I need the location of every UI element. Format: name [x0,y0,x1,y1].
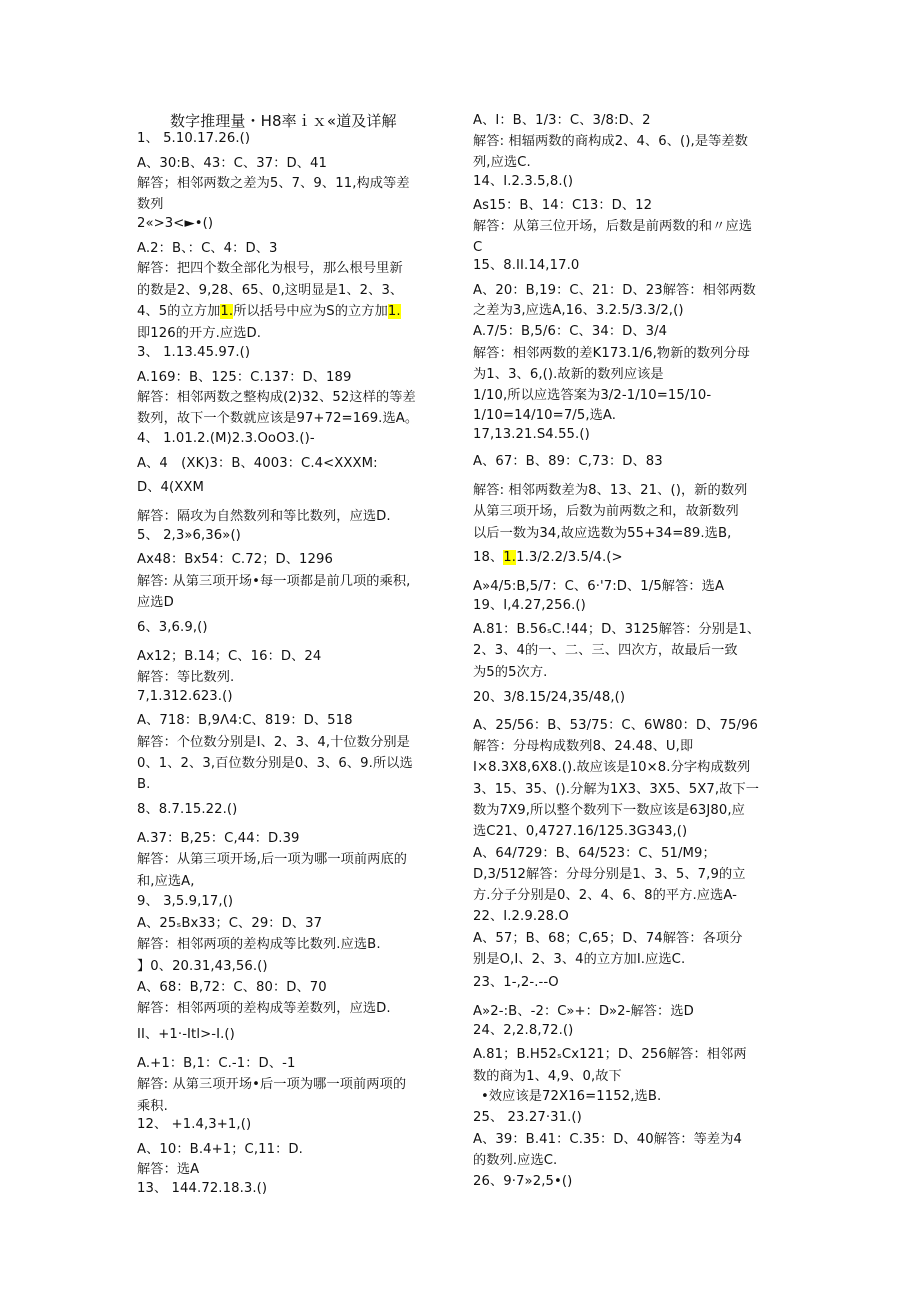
text-line: 15、8.II.14,17.0 [473,258,580,273]
text-line: 方.分子分别是0、2、4、6、8的平方.应选A- [473,888,738,903]
text-line: 列,应选C. [473,155,531,170]
text-line: 选C21、0,4727.16/125.3G343,() [473,824,688,839]
text-line: A.+1：B,1：C.-1：D、-1 [137,1056,296,1071]
text-line: D,3/512解答：分母分别是1、3、5、7,9的立 [473,867,746,882]
text-line: 2、3、4的一、二、三、四次方，故最后一致 [473,643,738,658]
text-line: 7,1.312.623.() [137,689,233,704]
text-line: A、30:B、43：C、37：D、41 [137,156,328,171]
text-line: 8、8.7.15.22.() [137,802,238,817]
highlighted-text: 1. [503,550,517,565]
text-line: 解答: 相邻两数差为8、13、21、()，新的数列 [473,483,748,498]
text-line: 24、2,2.8,72.() [473,1023,574,1038]
text-line: 数的商为1、4,9、0,故下 [473,1069,622,1084]
text-segment: 1.3/2.2/3.5/4.(> [516,550,623,565]
text-line: A、68：B,72：C、80：D、70 [137,980,327,995]
text-line: 2«>3<►•() [137,216,214,231]
text-line: 为5的5次方. [473,665,548,680]
text-line: 以后一数为34,故应选数为55+34=89.选B, [473,526,732,541]
text-line: A、25ₛBx33；C、29：D、37 [137,916,323,931]
text-line: 解答: 相辐两数的商构成2、4、6、(),是等差数 [473,134,748,149]
text-line: As15：B、14：C13：D、12 [473,198,653,213]
text-line: 解答：个位数分别是I、2、3、4,十位数分别是 [137,735,410,750]
text-line: 即126的开方.应选D. [137,326,262,341]
text-line: 5、 2,3»6,36»() [137,528,241,543]
text-line: D、4(XXM [137,480,205,495]
text-line: 的数是2、9,28、65、0,这明显是1、2、3、 [137,283,404,298]
text-line: A、4 (XK)3：B、4003：C.4<XXXM: [137,456,378,471]
text-line: 9、 3,5.9,17,() [137,894,234,909]
highlighted-text: 1. [220,304,234,319]
text-line: 0、1、2、3,百位数分别是0、3、6、9.所以选 [137,756,413,771]
text-line [473,549,623,567]
text-line: A»2-:B、-2：C»+：D»2-解答：选D [473,1004,694,1019]
text-line: 解答；相邻两数之差为5、7、9、11,构成等差 [137,176,410,191]
text-line: 解答：隔攻为自然数列和等比数列，应选D. [137,509,391,524]
text-line: 乘积. [137,1099,168,1114]
text-line: A、I：B、1/3：C、3/8:D、2 [473,113,651,128]
text-line: Ax12；B.14；C、16：D、24 [137,649,322,664]
text-line: A.169：B、125：C.137：D、189 [137,370,352,385]
text-line: 22、I.2.9.28.O [473,909,569,924]
text-line: 6、3,6.9,() [137,620,208,635]
text-line: C [473,240,483,255]
text-line: 3、15、35、().分解为1X3、3X5、5X7,故下一 [473,782,760,797]
text-line: 为1、3、6,().故新的数列应该是 [473,367,664,382]
text-line: 解答：分母构成数列8、24.48、U,即 [473,739,694,754]
text-segment: 18、 [473,550,504,565]
text-line: 和,应选A, [137,874,195,889]
text-line: 1/10,所以应选答案为3/2-1/10=15/10- [473,388,712,403]
text-line: 解答：相邻两数之整构成(2)32、52这样的等差 [137,390,416,405]
text-line: 3、 1.13.45.97.() [137,345,251,360]
text-line: A.7/5：B,5/6：C、34：D、3/4 [473,324,668,339]
highlighted-text: 1. [387,304,401,319]
text-line: 解答：选A [137,1162,200,1177]
text-line: 17,13.21.S4.55.() [473,427,590,442]
text-line: 解答：从第三位开场，后数是前两数的和〃应选 [473,219,753,234]
text-line: 数列 [137,197,164,212]
text-line: A、64/729：B、64/523：C、51/M9； [473,846,716,861]
text-line: 解答：等比数列. [137,670,235,685]
text-line: 解答：相邻两项的差构成等差数列，应选D. [137,1001,391,1016]
text-line: 的数列.应选C. [473,1153,558,1168]
text-line: 1、 5.10.17.26.() [137,131,251,146]
text-line: 解答: 从第三项开场•每一项都是前几项的乘积, [137,574,411,589]
text-line: 数列，故下一个数就应该是97+72=169.选A。 [137,411,419,426]
text-line: 25、 23.27·31.() [473,1110,582,1125]
text-line: A、67：B、89：C,73：D、83 [473,454,663,469]
text-line: 26、9·7»2,5•() [473,1174,573,1189]
text-line: A、25/56：B、53/75：C、6W80：D、75/96 [473,718,758,733]
text-line: 13、 144.72.18.3.() [137,1181,268,1196]
text-line: A、10：B.4+1；C,11：D. [137,1142,303,1157]
text-line: I×8.3X8,6X8.().故应该是10×8.分字构成数列 [473,760,751,775]
text-line: A.2：B、：C、4：D、3 [137,241,278,256]
text-line: 解答：从第三项开场,后一项为哪一项前两底的 [137,852,408,867]
text-line: 解答：把四个数全部化为根号，那么根号里新 [137,261,403,276]
text-line: 4、 1.01.2.(M)2.3.OoO3.()- [137,431,315,446]
text-line: Ax48：Bx54：C.72；D、1296 [137,552,333,567]
text-line: 14、I.2.3.5,8.() [473,174,574,189]
text-line: 解答：相邻两项的差构成等比数列.应选B. [137,937,381,952]
text-line: A、718：B,9Λ4:C、819：D、518 [137,713,353,728]
text-line: II、+1·-Itl>-I.() [137,1027,235,1042]
text-line: A、20：B,19：C、21：D、23解答：相邻两数 [473,283,756,298]
text-line: 别是O,I、2、3、4的立方加I.应选C. [473,952,686,967]
text-segment: 4、5的立方加 [137,304,221,319]
text-line: 从第三项开场，后数为前两数之和，故新数列 [473,504,739,519]
text-line: 解答：相邻两数的差K173.1/6,物新的数列分母 [473,346,750,361]
text-line: •效应该是72X16=1152,选B. [481,1089,662,1104]
text-line: A.81：B.56ₛC.!44；D、3125解答：分别是1、 [473,622,761,637]
text-line: A、57；B、68；C,65；D、74解答：各项分 [473,931,743,946]
text-line: 解答: 从第三项开场•后一项为哪一项前两项的 [137,1077,407,1092]
text-line: 23、1-,2-.--O [473,975,559,990]
text-line: A、39：B.41：C.35：D、40解答：等差为4 [473,1132,742,1147]
text-line: 20、3/8.15/24,35/48,() [473,690,626,705]
text-line: A»4/5:B,5/7：C、6·'7:D、1/5解答：选A [473,579,725,594]
text-line: 】0、20.31,43,56.() [137,959,268,974]
text-line: 之差为3,应选A,16、3.2.5/3.3/2,() [473,303,684,318]
text-line: 1/10=14/10=7/5,选A. [473,408,617,423]
text-line: B. [137,777,151,792]
text-line [137,303,401,321]
text-line: A.37：B,25：C,44：D.39 [137,831,300,846]
text-segment: 所以括号中应为S的立方加 [233,304,388,319]
text-line: 12、 +1.4,3+1,() [137,1117,252,1132]
text-line: 19、I,4.27,256.() [473,598,586,613]
text-line: 数为7X9,所以整个数列下一数应该是63J80,应 [473,803,745,818]
document-title: 数字推理量・H8率ｉｘ«道及详解 [170,112,397,130]
text-line: A.81；B.H52ₛCx121；D、256解答：相邻两 [473,1047,747,1062]
text-line: 应选D [137,595,174,610]
